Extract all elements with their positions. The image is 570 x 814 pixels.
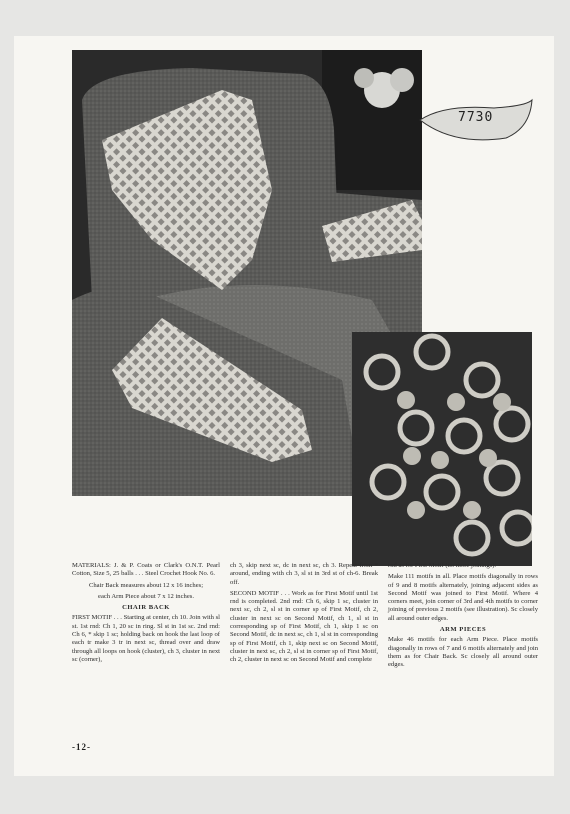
measure-chair-back: Chair Back measures about 12 x 16 inches;	[88, 581, 204, 589]
arm-pieces-text: Make 46 motifs for each Arm Piece. Place motifs diagonally in rows of 7 and 6 motifs alternately and join them as for Chair Back. Sc closely all around outer edges.	[388, 636, 538, 669]
materials-text: MATERIALS: J. & P. Coats or Clark's O.N.T. Pearl Cotton, Size 5, 25 balls . . . Steel Crochet Hook No. 6.	[72, 562, 220, 578]
pattern-number: 7730	[458, 110, 494, 125]
motif-detail-photo	[352, 332, 532, 566]
text-column-3	[388, 562, 538, 673]
second-motif-continued: rnd as for First Motif (no more joinings).	[388, 562, 497, 569]
measure-arm-piece: each Arm Piece about 7 x 12 inches.	[98, 592, 194, 600]
first-motif-text: FIRST MOTIF . . . Starting at center, ch 10. Join with sl st. 1st rnd: Ch 1, 20 sc in ring. Sl st in 1st sc. 2nd rnd: Ch 6, * skip 1 sc; holding back on hook the last loop of each tr make 3 tr in next sc, thread over and draw through all loops on hook (cluster), ch 3, cluster in next sc (corner),	[72, 614, 220, 663]
assembly-text: Make 111 motifs in all. Place motifs diagonally in rows of 9 and 8 motifs alternately, joining adjacent sides as Second Motif was joined to First Motif. Where 4 corners meet, join corner of 3rd and 4th motifs to corner joining of previous 2 motifs (see illustration). Sc closely all around outer edges.	[388, 573, 538, 622]
page-number: -12-	[72, 742, 91, 752]
pattern-page	[14, 36, 554, 776]
chair-back-heading: CHAIR BACK	[122, 604, 170, 612]
first-motif-continued: ch 3, skip next sc, dc in next sc, ch 3. Repeat from * around, ending with ch 3, sl st in 3rd st of ch-6. Break off.	[230, 562, 378, 586]
second-motif-text: SECOND MOTIF . . . Work as for First Motif until 1st rnd is completed. 2nd rnd: Ch 6, skip 1 sc, cluster in next sc, ch 2, sl st in corner sp of First Motif, ch 2, cluster in next sc on Second Motif, ch 1, sl st in corresponding sp of First Motif, ch 1, skip 1 sc on Second Motif, dc in next sc, ch 1, sl st in corresponding sp of First Motif, ch 1, skip next sc on Second Motif, cluster in next sc, ch 2, sl st in corner sp of First Motif, ch 2, cluster in next sc on Second Motif and complete	[230, 589, 378, 664]
text-column-2	[230, 562, 378, 668]
text-column-1	[72, 562, 220, 667]
arm-pieces-heading: ARM PIECES	[439, 626, 487, 634]
